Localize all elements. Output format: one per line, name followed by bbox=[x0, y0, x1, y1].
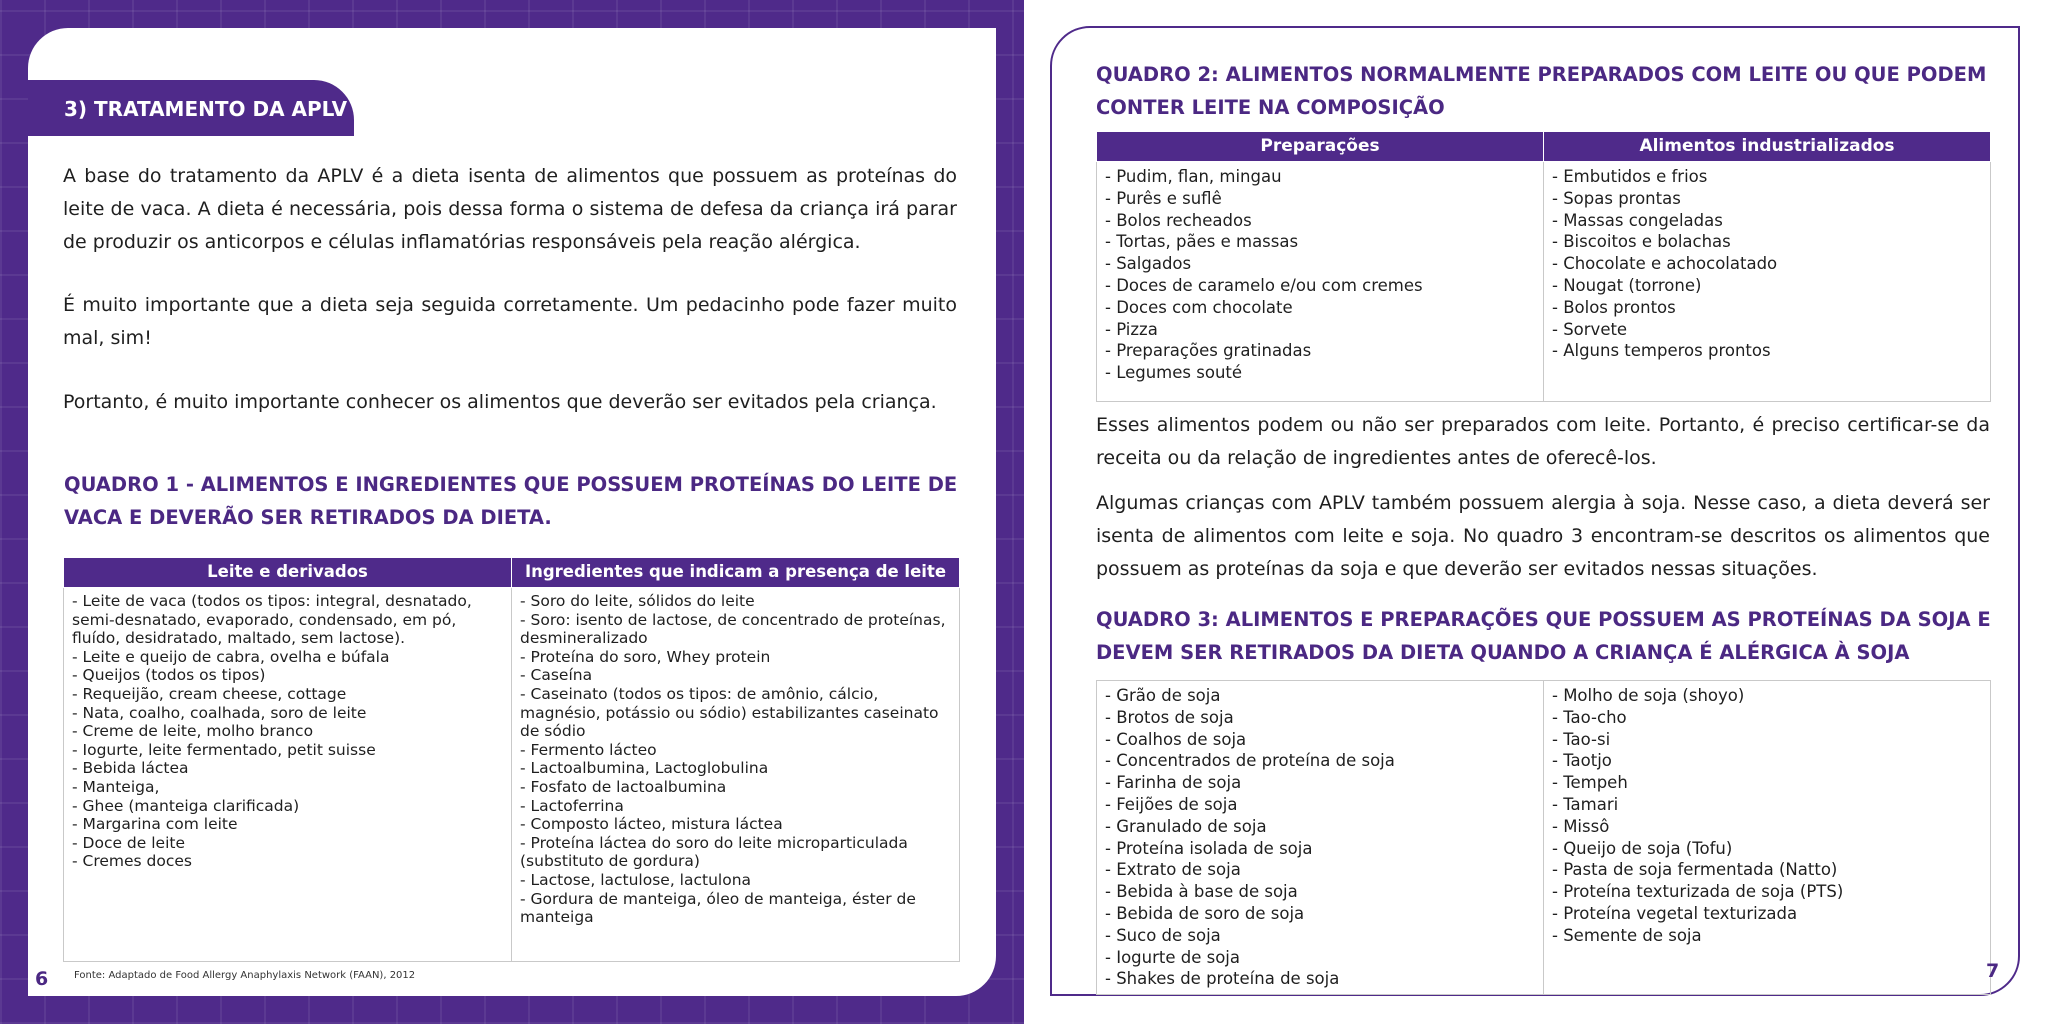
list-item: - Purês e suflê bbox=[1105, 188, 1222, 208]
list-item: - Lactose, lactulose, lactulona bbox=[520, 870, 752, 889]
list-item: - Lactoferrina bbox=[520, 796, 624, 815]
list-item: - Granulado de soja bbox=[1105, 816, 1267, 836]
quadro1-dairy-list bbox=[72, 592, 503, 871]
quadro1-dairy-list-cell bbox=[64, 588, 512, 962]
list-item: - Shakes de proteína de soja bbox=[1105, 969, 1340, 989]
list-item: - Iogurte, leite fermentado, petit suisse bbox=[72, 740, 376, 759]
list-item: - Proteína isolada de soja bbox=[1105, 838, 1313, 858]
list-item: - Grão de soja bbox=[1105, 686, 1221, 705]
list-item: - Massas congeladas bbox=[1552, 210, 1723, 230]
list-item: - Bebida láctea bbox=[72, 759, 189, 778]
list-item: - Alguns temperos prontos bbox=[1552, 341, 1771, 361]
list-item: - Tao-cho bbox=[1552, 707, 1627, 727]
paragraph-treatment-basis: A base do tratamento da APLV é a dieta isenta de alimentos que possuem as proteínas do leite de vaca. A dieta é necessária, pois dessa forma o sistema de defesa da criança irá parar de produzir os anticorpos e células inflamatórias responsáveis pela reação alérgica. bbox=[63, 165, 957, 253]
list-item: - Sorvete bbox=[1552, 319, 1628, 339]
list-item: - Caseinato (todos os tipos: de amônio, cálcio, magnésio, potássio ou sódio) estabilizantes caseinato de sódio bbox=[520, 684, 939, 741]
list-item: - Salgados bbox=[1105, 254, 1192, 274]
list-item: - Queijo de soja (Tofu) bbox=[1552, 838, 1733, 858]
quadro2-table bbox=[1096, 131, 1991, 402]
list-item: - Iogurte de soja bbox=[1105, 947, 1240, 967]
quadro1-title: QUADRO 1 - ALIMENTOS E INGREDIENTES QUE POSSUEM PROTEÍNAS DO LEITE DE VACA E DEVERÃO SER RETIRADOS DA DIETA. bbox=[64, 473, 958, 529]
source-note: Fonte: Adaptado de Food Allergy Anaphylaxis Network (FAAN), 2012 bbox=[74, 970, 416, 981]
list-item: - Ghee (manteiga clarificada) bbox=[72, 796, 300, 815]
list-item: - Bebida de soro de soja bbox=[1105, 903, 1305, 923]
list-item: - Doce de leite bbox=[72, 833, 185, 852]
list-item: - Tortas, pães e massas bbox=[1105, 232, 1299, 252]
list-item: - Fosfato de lactoalbumina bbox=[520, 777, 727, 796]
list-item: - Tamari bbox=[1552, 794, 1619, 814]
list-item: - Bolos prontos bbox=[1552, 297, 1676, 317]
list-item: - Suco de soja bbox=[1105, 925, 1221, 945]
list-item: - Queijos (todos os tipos) bbox=[72, 666, 266, 685]
list-item: - Molho de soja (shoyo) bbox=[1552, 686, 1745, 705]
list-item: - Proteína vegetal texturizada bbox=[1552, 903, 1798, 923]
list-item: - Caseína bbox=[520, 666, 593, 685]
quadro3-soy-foods-list-cell bbox=[1097, 681, 1544, 995]
list-item: - Pudim, flan, mingau bbox=[1105, 167, 1282, 186]
list-item: - Soro: isento de lactose, de concentrado de proteínas, desmineralizado bbox=[520, 610, 946, 648]
list-item: - Creme de leite, molho branco bbox=[72, 722, 314, 741]
quadro3-title: QUADRO 3: ALIMENTOS E PREPARAÇÕES QUE POSSUEM AS PROTEÍNAS DA SOJA E DEVEM SER RETIRADOS DA DIETA QUANDO A CRIANÇA É ALÉRGICA À SOJA bbox=[1096, 608, 1991, 664]
quadro2-title: QUADRO 2: ALIMENTOS NORMALMENTE PREPARADOS COM LEITE OU QUE PODEM CONTER LEITE NA COMPOSIÇÃO bbox=[1096, 63, 1987, 119]
section-title: 3) TRATAMENTO DA APLV bbox=[28, 80, 354, 136]
paragraph-foods-to-avoid: Portanto, é muito importante conhecer os alimentos que deverão ser evitados pela criança. bbox=[63, 391, 937, 413]
quadro2-industrialized-list-cell bbox=[1544, 162, 1991, 402]
list-item: - Missô bbox=[1552, 816, 1610, 836]
list-item: - Nougat (torrone) bbox=[1552, 275, 1702, 295]
list-item: - Nata, coalho, coalhada, soro de leite bbox=[72, 703, 367, 722]
quadro1-header-dairy: Leite e derivados bbox=[64, 558, 512, 588]
quadro2-preparations-list bbox=[1105, 166, 1535, 384]
list-item: - Proteína texturizada de soja (PTS) bbox=[1552, 882, 1844, 902]
list-item: - Pizza bbox=[1105, 319, 1158, 339]
list-item: - Cremes doces bbox=[72, 852, 193, 871]
paragraph-preparation-note: Esses alimentos podem ou não ser preparados com leite. Portanto, é preciso certificar-se da receita ou da relação de ingredientes antes de oferecê-los. bbox=[1096, 414, 1990, 469]
list-item: - Leite de vaca (todos os tipos: integral, desnatado, semi-desnatado, evaporado, condensado, em pó, fluído, desidratado, maltado, sem lactose). bbox=[72, 592, 472, 648]
quadro3-soy-foods-list bbox=[1105, 685, 1535, 990]
quadro1-table bbox=[63, 557, 960, 962]
list-item: - Pasta de soja fermentada (Natto) bbox=[1552, 860, 1838, 880]
quadro3-soy-products-list-cell bbox=[1544, 681, 1991, 995]
list-item: - Brotos de soja bbox=[1105, 707, 1234, 727]
list-item: - Bebida à base de soja bbox=[1105, 882, 1298, 902]
list-item: - Biscoitos e bolachas bbox=[1552, 232, 1731, 252]
list-item: - Soro do leite, sólidos do leite bbox=[520, 592, 755, 610]
list-item: - Lactoalbumina, Lactoglobulina bbox=[520, 759, 769, 778]
quadro1-ingredients-list bbox=[520, 592, 951, 927]
quadro2-header-preparations: Preparações bbox=[1097, 132, 1544, 162]
list-item: - Concentrados de proteína de soja bbox=[1105, 751, 1395, 771]
list-item: - Embutidos e frios bbox=[1552, 167, 1708, 186]
list-item: - Extrato de soja bbox=[1105, 860, 1241, 880]
list-item: - Leite e queijo de cabra, ovelha e búfala bbox=[72, 647, 390, 666]
paragraph-soy-allergy: Algumas crianças com APLV também possuem alergia à soja. Nesse caso, a dieta deverá ser isenta de alimentos com leite e soja. No quadro 3 encontram-se descritos os alimentos que possuem as proteínas da soja e que deverão ser evitados nessas situações. bbox=[1096, 492, 1990, 580]
quadro3-soy-products-list bbox=[1552, 685, 1982, 947]
list-item: - Margarina com leite bbox=[72, 815, 238, 834]
list-item: - Bolos recheados bbox=[1105, 210, 1252, 230]
list-item: - Proteína láctea do soro do leite microparticulada (substituto de gordura) bbox=[520, 833, 908, 871]
quadro1-header-ingredients: Ingredientes que indicam a presença de leite bbox=[512, 558, 960, 588]
list-item: - Doces com chocolate bbox=[1105, 297, 1293, 317]
page-number-left: 6 bbox=[35, 968, 49, 990]
list-item: - Tao-si bbox=[1552, 729, 1611, 749]
list-item: - Semente de soja bbox=[1552, 925, 1702, 945]
quadro3-table bbox=[1096, 680, 1991, 995]
list-item: - Fermento lácteo bbox=[520, 740, 657, 759]
list-item: - Feijões de soja bbox=[1105, 794, 1238, 814]
quadro1-ingredients-list-cell bbox=[512, 588, 960, 962]
paragraph-diet-importance: É muito importante que a dieta seja seguida corretamente. Um pedacinho pode fazer muito mal, sim! bbox=[63, 294, 957, 349]
list-item: - Farinha de soja bbox=[1105, 773, 1242, 793]
page-number-right: 7 bbox=[1986, 960, 2000, 982]
list-item: - Gordura de manteiga, óleo de manteiga, éster de manteiga bbox=[520, 889, 916, 927]
list-item: - Manteiga, bbox=[72, 777, 160, 796]
quadro2-header-industrialized: Alimentos industrializados bbox=[1544, 132, 1991, 162]
list-item: - Sopas prontas bbox=[1552, 188, 1681, 208]
quadro2-preparations-list-cell bbox=[1097, 162, 1544, 402]
list-item: - Composto lácteo, mistura láctea bbox=[520, 815, 783, 834]
list-item: - Coalhos de soja bbox=[1105, 729, 1247, 749]
list-item: - Doces de caramelo e/ou com cremes bbox=[1105, 275, 1423, 295]
list-item: - Preparações gratinadas bbox=[1105, 341, 1312, 361]
list-item: - Requeijão, cream cheese, cottage bbox=[72, 684, 347, 703]
list-item: - Proteína do soro, Whey protein bbox=[520, 647, 771, 666]
list-item: - Chocolate e achocolatado bbox=[1552, 254, 1778, 274]
list-item: - Tempeh bbox=[1552, 773, 1628, 793]
list-item: - Taotjo bbox=[1552, 751, 1612, 771]
list-item: - Legumes souté bbox=[1105, 363, 1243, 383]
quadro2-industrialized-list bbox=[1552, 166, 1982, 362]
